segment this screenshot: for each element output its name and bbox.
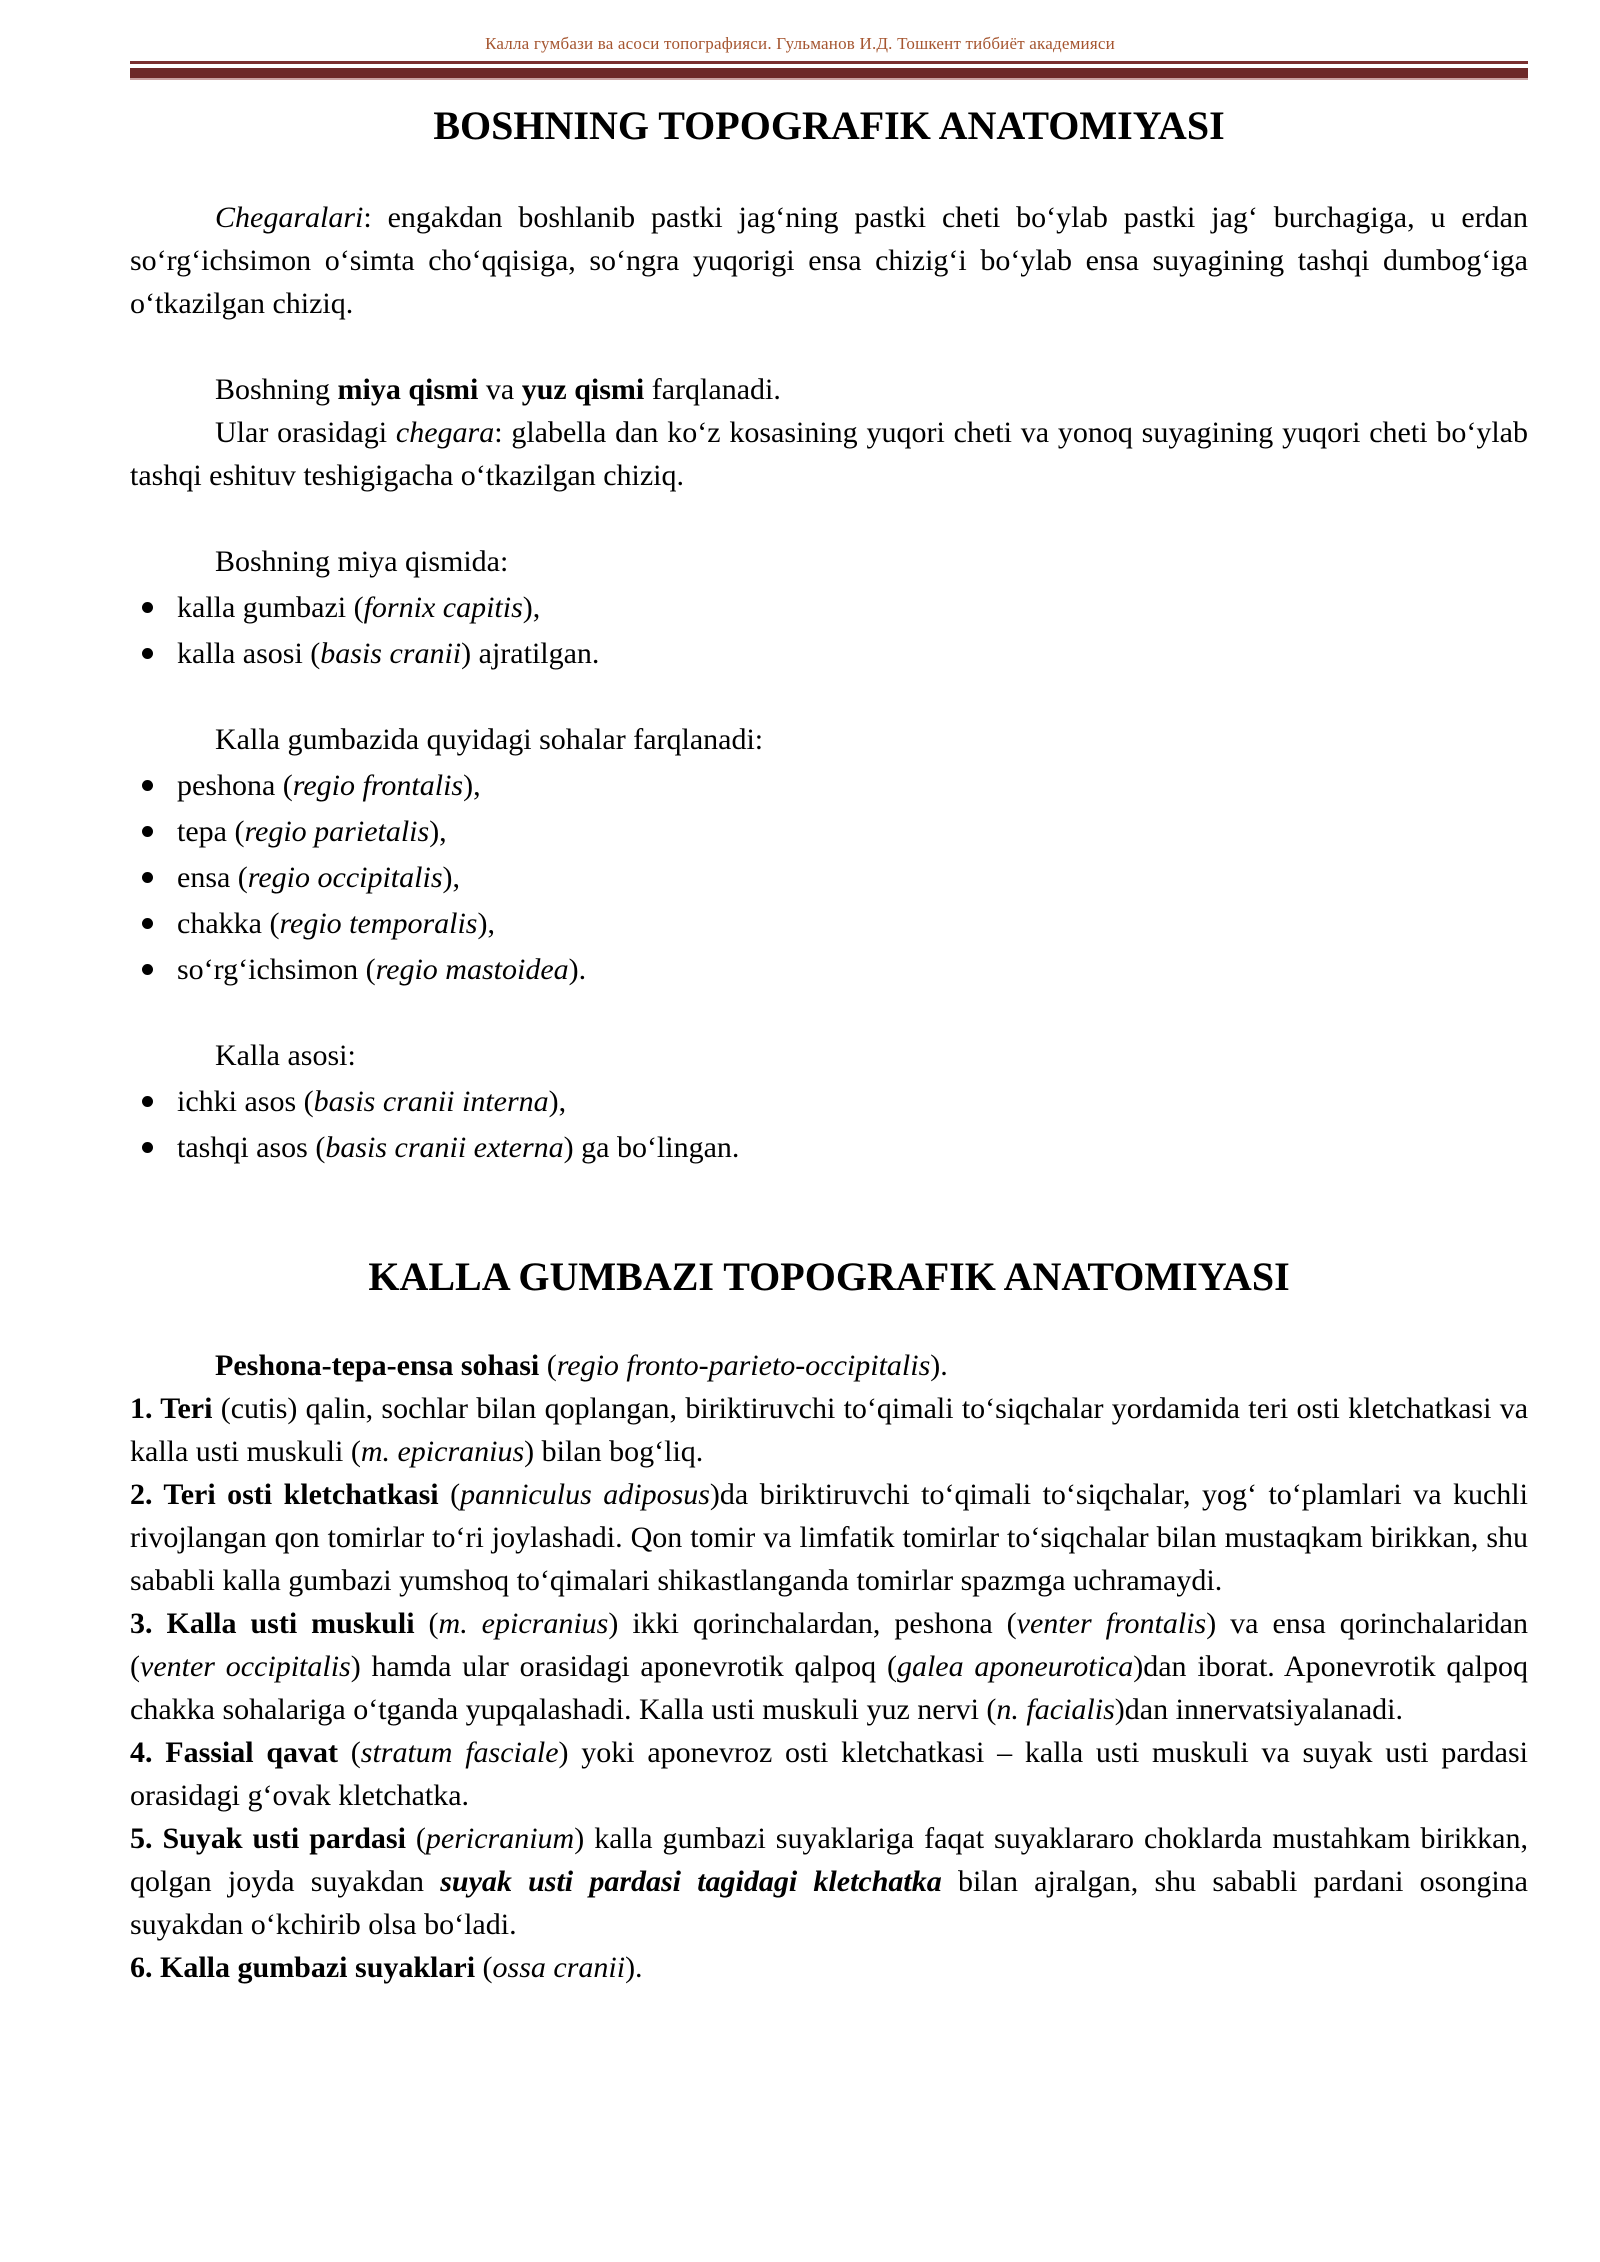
text-run: ), xyxy=(477,907,495,940)
text-run: peshona ( xyxy=(177,769,293,802)
text-run: regio parietalis xyxy=(244,815,430,848)
bullet-marker xyxy=(142,1096,153,1107)
text-run: : engakdan boshlanib pastki jag‘ning pastki cheti bo‘ylab pastki jag‘ burchagiga, u erdan so‘rg‘ichsimon o‘simta cho‘qqisiga, so‘ngra yuqorigi ensa chizig‘i bo‘ylab ensa suyagining tashqi dumbog‘iga o‘tkazilgan chiziq. xyxy=(130,201,1528,320)
text-run: stratum fasciale xyxy=(360,1736,559,1769)
paragraph-layer-3-epicranius xyxy=(130,1602,1528,1731)
text-run: basis cranii externa xyxy=(325,1131,564,1164)
text-run: 6. Kalla gumbazi suyaklari xyxy=(130,1951,476,1984)
text-run: ) ga bo‘lingan. xyxy=(563,1131,740,1164)
bullet-marker xyxy=(142,780,153,791)
paragraph-layer-2-subcutaneous xyxy=(130,1473,1528,1602)
text-run: 2. Teri osti kletchatkasi xyxy=(130,1478,439,1511)
text-run: yuz qismi xyxy=(521,373,645,406)
paragraph-layer-6-bones xyxy=(130,1946,1528,1989)
text-run: ) ajratilgan. xyxy=(461,637,600,670)
text-run: ) hamda ular orasidagi aponevrotik qalpoq ( xyxy=(350,1650,897,1683)
text-run: kalla asosi ( xyxy=(177,637,321,670)
text-run: tashqi asos ( xyxy=(177,1131,326,1164)
content-area xyxy=(130,61,1528,1989)
text-run: ). xyxy=(625,1951,643,1984)
text-run: tepa ( xyxy=(177,815,245,848)
text-run: venter occipitalis xyxy=(140,1650,351,1683)
text-run: bilan ajralgan, shu sababli pardani osongina suyakdan o‘kchirib olsa bo‘ladi. xyxy=(130,1865,1528,1941)
text-run: 5. Suyak usti pardasi xyxy=(130,1822,406,1855)
text-run: regio temporalis xyxy=(279,907,478,940)
text-run: Boshning miya qismida: xyxy=(215,545,509,578)
list-item xyxy=(130,586,1528,629)
text-run: so‘rg‘ichsimon ( xyxy=(177,953,376,986)
text-run: Peshona-tepa-ensa sohasi xyxy=(215,1349,540,1382)
text-run: Boshning xyxy=(215,373,338,406)
running-header-text: Калла гумбази ва асоси топографияси. Гульманов И.Д. Тошкент тиббиёт академияси xyxy=(485,34,1115,53)
text-run: 4. Fassial qavat xyxy=(130,1736,339,1769)
text-run: basis cranii xyxy=(320,637,462,670)
bullet-list-head-brain-parts xyxy=(130,586,1528,675)
text-run: 3. Kalla usti muskuli xyxy=(130,1607,415,1640)
bullet-marker xyxy=(142,918,153,929)
text-run: galea aponeurotica xyxy=(896,1650,1134,1683)
text-run: pericranium xyxy=(425,1822,575,1855)
text-run: regio fronto-parieto-occipitalis xyxy=(556,1349,931,1382)
paragraph-borders xyxy=(130,196,1528,325)
text-run: ) va ensa qorinchalaridan ( xyxy=(130,1607,1529,1683)
bullet-marker xyxy=(142,602,153,613)
text-run: 1. Teri xyxy=(130,1392,213,1425)
text-run: suyak usti pardasi tagidagi kletchatka xyxy=(440,1865,942,1898)
text-run: ( xyxy=(475,1951,493,1984)
text-run: (cutis) qalin, sochlar bilan qoplangan, biriktiruvchi to‘qimali to‘siqchalar yordamida teri osti kletchatkasi va kalla usti muskuli ( xyxy=(130,1392,1529,1468)
header-divider xyxy=(130,61,1528,80)
text-run: )dan innervatsiyalanadi. xyxy=(1114,1693,1403,1726)
text-run: ). xyxy=(568,953,587,986)
list-item xyxy=(130,902,1528,945)
text-run: ), xyxy=(548,1085,567,1118)
bullet-marker xyxy=(142,826,153,837)
list-item xyxy=(130,856,1528,899)
text-run: : glabella dan ko‘z kosasining yuqori cheti va yonoq suyagining yuqori cheti bo‘ylab tashqi eshituv teshigigacha o‘tkazilgan chiziq. xyxy=(130,416,1528,492)
text-run: ( xyxy=(405,1822,426,1855)
text-run: venter frontalis xyxy=(1016,1607,1207,1640)
text-run: )dan iborat. Aponevrotik qalpoq chakka sohalariga o‘tganda yupqalashadi. Kalla usti muskuli yuz nervi ( xyxy=(130,1650,1529,1726)
text-run: va xyxy=(478,373,522,406)
text-run: ) ikki qorinchalardan, peshona ( xyxy=(608,1607,1017,1640)
paragraph-region-name xyxy=(130,1344,1528,1387)
text-run: ) kalla gumbazi suyaklariga faqat suyaklararo choklarda mustahkam birikkan, qolgan joyda suyakdan xyxy=(130,1822,1528,1898)
list-item xyxy=(130,1126,1528,1169)
text-run: m. epicranius xyxy=(360,1435,525,1468)
text-run: chakka ( xyxy=(177,907,280,940)
list-item xyxy=(130,1080,1528,1123)
text-run: ( xyxy=(414,1607,439,1640)
text-run: Kalla gumbazida quyidagi sohalar farqlanadi: xyxy=(215,723,764,756)
paragraph-head-parts xyxy=(130,368,1528,411)
list-item xyxy=(130,810,1528,853)
text-run: ichki asos ( xyxy=(177,1085,314,1118)
text-run: ), xyxy=(463,769,481,802)
text-run: n. facialis xyxy=(996,1693,1115,1726)
paragraph-layer-5-pericranium xyxy=(130,1817,1528,1946)
text-run: fornix capitis xyxy=(363,591,523,624)
text-run: Chegaralari xyxy=(215,201,364,234)
paragraph-layer-4-fascial xyxy=(130,1731,1528,1817)
bullet-list-cranial-base-parts xyxy=(130,1080,1528,1169)
bullet-marker xyxy=(142,872,153,883)
text-run: )da biriktiruvchi to‘qimali to‘siqchalar, yog‘ to‘plamlari va kuchli rivojlangan qon tomirlar to‘ri joylashadi. Qon tomir va limfatik tomirlar to‘siqchalar bilan mustaqkam birikkan, shu sababli kalla gumbazi yumshoq to‘qimalari shikastlanganda tomirlar spazmga uchramaydi. xyxy=(130,1478,1528,1597)
bullet-marker xyxy=(142,648,153,659)
text-run: ( xyxy=(338,1736,361,1769)
list-item xyxy=(130,632,1528,675)
text-run: ossa cranii xyxy=(492,1951,626,1984)
text-run: m. epicranius xyxy=(438,1607,609,1640)
bullet-marker xyxy=(142,964,153,975)
list-item xyxy=(130,764,1528,807)
paragraph-layer-1-skin xyxy=(130,1387,1528,1473)
paragraph-brain-part-intro xyxy=(130,540,1528,583)
paragraph-vault-regions-intro xyxy=(130,718,1528,761)
text-run: panniculus adiposus xyxy=(460,1478,710,1511)
text-run: miya qismi xyxy=(337,373,479,406)
list-item xyxy=(130,948,1528,991)
text-run: ) bilan bog‘liq. xyxy=(524,1435,704,1468)
text-run: ), xyxy=(429,815,447,848)
text-run: regio mastoidea xyxy=(375,953,569,986)
section-title-cranial-vault: KALLA GUMBAZI TOPOGRAFIK ANATOMIYASI xyxy=(368,1254,1290,1299)
text-run: ). xyxy=(930,1349,948,1382)
text-run: Kalla asosi: xyxy=(215,1039,356,1072)
bullet-marker xyxy=(142,1142,153,1153)
bullet-list-cranial-vault-regions xyxy=(130,764,1528,991)
text-run: ), xyxy=(442,861,460,894)
header-divider-thick-line xyxy=(130,68,1528,80)
text-run: ) yoki aponevroz osti kletchatkasi – kalla usti muskuli va suyak usti pardasi orasidagi g‘ovak kletchatka. xyxy=(130,1736,1528,1812)
text-run: farqlanadi. xyxy=(644,373,781,406)
text-run: ensa ( xyxy=(177,861,248,894)
paragraph-base-intro xyxy=(130,1034,1528,1077)
text-run: ), xyxy=(522,591,541,624)
text-run: chegara xyxy=(395,416,495,449)
text-run: ( xyxy=(438,1478,461,1511)
paragraph-boundary xyxy=(130,411,1528,497)
text-run: regio frontalis xyxy=(292,769,464,802)
text-run: Ular orasidagi xyxy=(215,416,396,449)
text-run: kalla gumbazi ( xyxy=(177,591,364,624)
text-run: regio occipitalis xyxy=(247,861,443,894)
page-title: BOSHNING TOPOGRAFIK ANATOMIYASI xyxy=(433,103,1225,148)
text-run: basis cranii interna xyxy=(313,1085,549,1118)
text-run: ( xyxy=(539,1349,557,1382)
